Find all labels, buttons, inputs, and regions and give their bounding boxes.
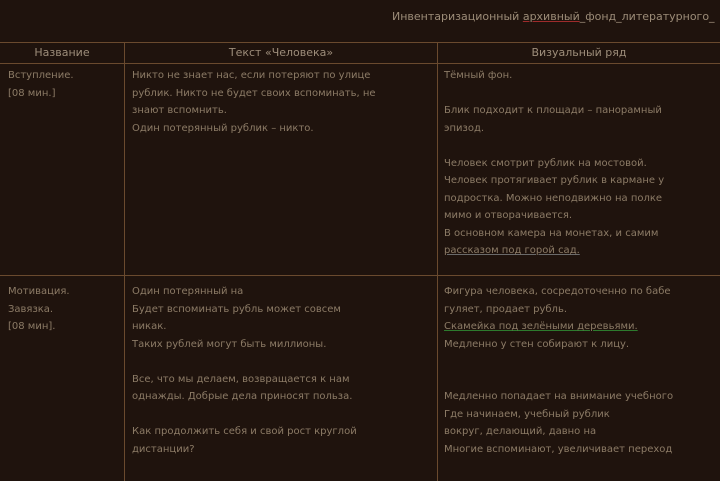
row-2-visual-cell xyxy=(444,283,673,458)
text-line: Никто не знает нас, если потеряют по улице xyxy=(132,70,371,81)
header-title-column: Название xyxy=(34,46,90,59)
text-line: Таких рублей могут быть миллионы. xyxy=(132,338,327,350)
column-divider xyxy=(124,43,125,481)
visual-line: Тёмный фон. xyxy=(444,70,513,81)
section-subtitle: Завязка. xyxy=(8,303,54,315)
section-duration: [08 мин]. xyxy=(8,321,56,332)
visual-line-marked: Скамейка под зелёными деревьями. xyxy=(444,321,638,332)
filename-text: Инвентаризационный xyxy=(392,10,523,23)
header-visual-column: Визуальный ряд xyxy=(531,46,627,59)
filename-misspelled-word: архивный xyxy=(522,10,580,23)
section-title: Мотивация. xyxy=(8,286,70,297)
visual-line: Человек протягивает рублик в кармане у xyxy=(444,175,665,186)
visual-line: подростка. Можно неподвижно на полке xyxy=(444,192,663,204)
visual-line: Медленно у стен собирают к лицу. xyxy=(444,338,630,350)
visual-line: Фигура человека, сосредоточенно по бабе xyxy=(444,286,671,297)
header-text-column: Текст «Человека» xyxy=(228,46,334,59)
visual-line: рассказом под горой сад. xyxy=(444,245,580,256)
row-1-name-cell xyxy=(8,67,74,102)
text-line: никак. xyxy=(132,321,167,332)
visual-line: мимо и отворачивается. xyxy=(444,210,573,221)
text-line: Один потерянный на xyxy=(132,286,244,297)
visual-line: Человек смотрит рублик на мостовой. xyxy=(444,157,647,169)
text-line: дистанции? xyxy=(132,443,195,455)
section-duration: [08 мин.] xyxy=(8,87,56,99)
document-filename xyxy=(392,10,715,23)
text-line: однажды. Добрые дела приносят польза. xyxy=(132,391,353,402)
text-line: рублик. Никто не будет своих вспоминать, не xyxy=(132,87,376,99)
header-divider xyxy=(0,63,720,64)
visual-line: В основном камера на монетах, и самим xyxy=(444,227,659,239)
row-1-text-cell xyxy=(132,67,376,137)
visual-line: вокруг, делающий, давно на xyxy=(444,426,597,437)
text-line: знают вспомнить. xyxy=(132,105,227,116)
visual-line: Блик подходит к площади – панорамный xyxy=(444,105,662,116)
visual-line: Где начинаем, учебный рублик xyxy=(444,408,610,420)
section-title: Вступление. xyxy=(8,70,74,81)
visual-line: Медленно попадает на внимание учебного xyxy=(444,391,674,402)
row-divider xyxy=(0,275,720,276)
visual-line: Многие вспоминают, увеличивает переход xyxy=(444,443,673,455)
script-table xyxy=(0,42,720,481)
column-divider xyxy=(437,43,438,481)
row-1-visual-cell xyxy=(444,67,664,260)
filename-text-tail: _фонд_литературного_ xyxy=(579,10,715,23)
row-2-name-cell xyxy=(8,283,70,336)
text-line: Один потерянный рублик – никто. xyxy=(132,122,314,134)
visual-line: гуляет, продает рубль. xyxy=(444,303,568,315)
row-2-text-cell xyxy=(132,283,357,458)
visual-line: эпизод. xyxy=(444,122,485,134)
text-line: Как продолжить себя и свой рост круглой xyxy=(132,426,357,437)
text-line: Будет вспоминать рубль может совсем xyxy=(132,303,341,315)
text-line: Все, что мы делаем, возвращается к нам xyxy=(132,373,350,385)
